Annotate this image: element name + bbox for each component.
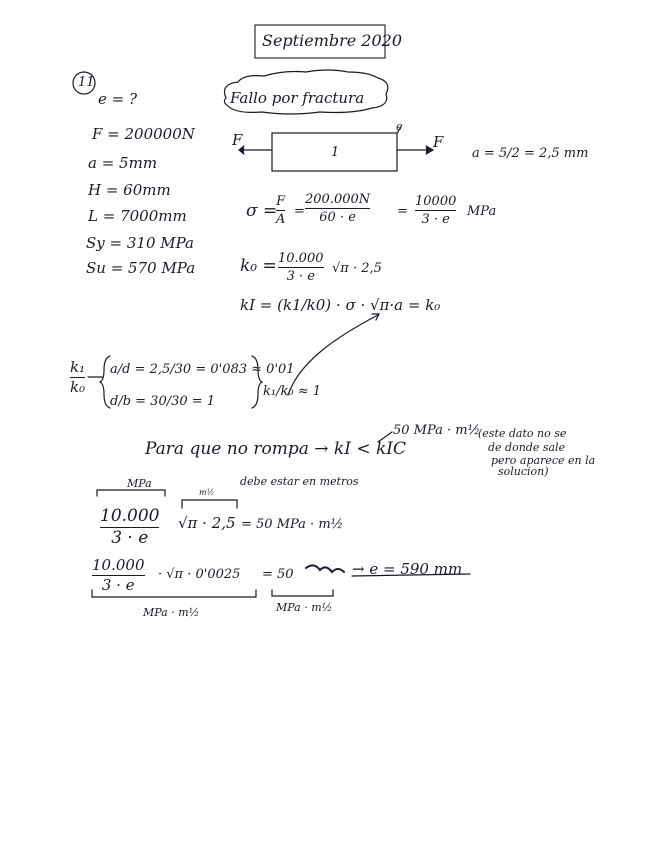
- problem-unknown: e = ?: [98, 90, 138, 108]
- k0-root: √π · 2,5: [332, 261, 382, 276]
- units-mpa: MPa: [127, 477, 152, 490]
- stress-f: F: [276, 194, 286, 209]
- stress-eq2: =: [397, 204, 408, 219]
- problem-number: 11: [78, 75, 95, 90]
- eq-a-num: 10.000: [100, 506, 160, 526]
- force-arrow-left: [239, 146, 244, 154]
- plate-rect: [272, 133, 397, 171]
- stress-num: 200.000N: [305, 192, 371, 207]
- ki-expression: kI = (k1/k0) · σ · √π·a = k₀: [240, 296, 441, 314]
- kic-value: 50 MPa · m½: [393, 423, 481, 438]
- brace-label-right: MPa · m½: [276, 601, 333, 614]
- result-curve-arrow: [288, 315, 378, 395]
- k0-lhs: k₀ =: [240, 256, 277, 276]
- k0-den: 3 · e: [286, 269, 315, 284]
- under-brace-left: [92, 590, 256, 597]
- stress-eq1: =: [294, 204, 305, 219]
- stress-result-num: 10000: [415, 194, 457, 209]
- crack-half-length: a = 5/2 = 2,5 mm: [472, 146, 589, 161]
- title-box: [255, 25, 385, 58]
- edge-label: e: [396, 120, 403, 133]
- given-l: L = 7000mm: [88, 207, 187, 225]
- stress-lhs: σ =: [246, 201, 278, 221]
- topic-cloud: [224, 70, 387, 114]
- stress-a: A: [276, 212, 286, 227]
- given-a: a = 5mm: [88, 154, 158, 172]
- units-m12: m½: [199, 488, 215, 497]
- eq-b-den: 3 · e: [101, 576, 135, 594]
- problem-number-circle: [73, 72, 95, 94]
- given-sy: Sy = 310 MPa: [86, 234, 194, 252]
- note-line-3: pero aparece en la: [491, 454, 596, 467]
- ratio-k1: k₁: [70, 358, 86, 376]
- fracture-criterion: Para que no rompa → kI < kIC: [145, 439, 407, 459]
- given-su: Su = 570 MPa: [86, 259, 196, 277]
- ratio-line-ad: a/d = 2,5/30 = 0'083 ≈ 0'01: [110, 362, 295, 377]
- eq-a-den: 3 · e: [111, 528, 149, 548]
- k0-num: 10.000: [278, 251, 324, 266]
- stress-unit: MPa: [467, 204, 497, 219]
- problem-topic: Fallo por fractura: [230, 89, 365, 107]
- ratio-line-db: d/b = 30/30 = 1: [110, 394, 216, 409]
- stress-result-den: 3 · e: [421, 212, 450, 227]
- result-underline: [352, 574, 470, 576]
- eq-a-root: √π · 2,5: [178, 514, 236, 532]
- eq-b-root: · √π · 0'0025: [158, 567, 241, 582]
- eq-b-result: → e = 590 mm: [352, 560, 463, 578]
- eq-b-rhs: = 50: [262, 567, 294, 582]
- given-force: F = 200000N: [92, 125, 195, 143]
- eq-b-num: 10.000: [92, 556, 145, 574]
- note-line-4: solucion): [498, 465, 549, 478]
- force-arrow-right: [426, 146, 433, 154]
- edge-crack: [397, 127, 401, 133]
- ratio-left-brace: [100, 356, 110, 408]
- given-h: H = 60mm: [88, 181, 171, 199]
- scribble-strike: [306, 565, 344, 572]
- ratio-right-brace: [252, 356, 262, 408]
- units-bracket-mpa: [97, 490, 165, 496]
- eq-a-rhs: = 50 MPa · m½: [241, 517, 344, 532]
- criterion-arrow: [378, 432, 392, 442]
- force-right-label: F: [433, 133, 444, 151]
- under-brace-right: [272, 590, 333, 596]
- stress-den: 60 · e: [319, 210, 356, 225]
- note-line-1: (este dato no se: [478, 427, 567, 440]
- units-bracket-m: [182, 500, 237, 508]
- plate-label: 1: [331, 145, 340, 160]
- brace-label-left: MPa · m½: [143, 606, 200, 619]
- ratio-result: k₁/k₀ ≈ 1: [263, 384, 321, 399]
- force-left-label: F: [232, 131, 243, 149]
- page-title: Septiembre 2020: [262, 31, 403, 50]
- note-line-2: de donde sale: [488, 441, 566, 454]
- ratio-k0: k₀: [70, 378, 86, 396]
- units-note-text: debe estar en metros: [240, 475, 359, 488]
